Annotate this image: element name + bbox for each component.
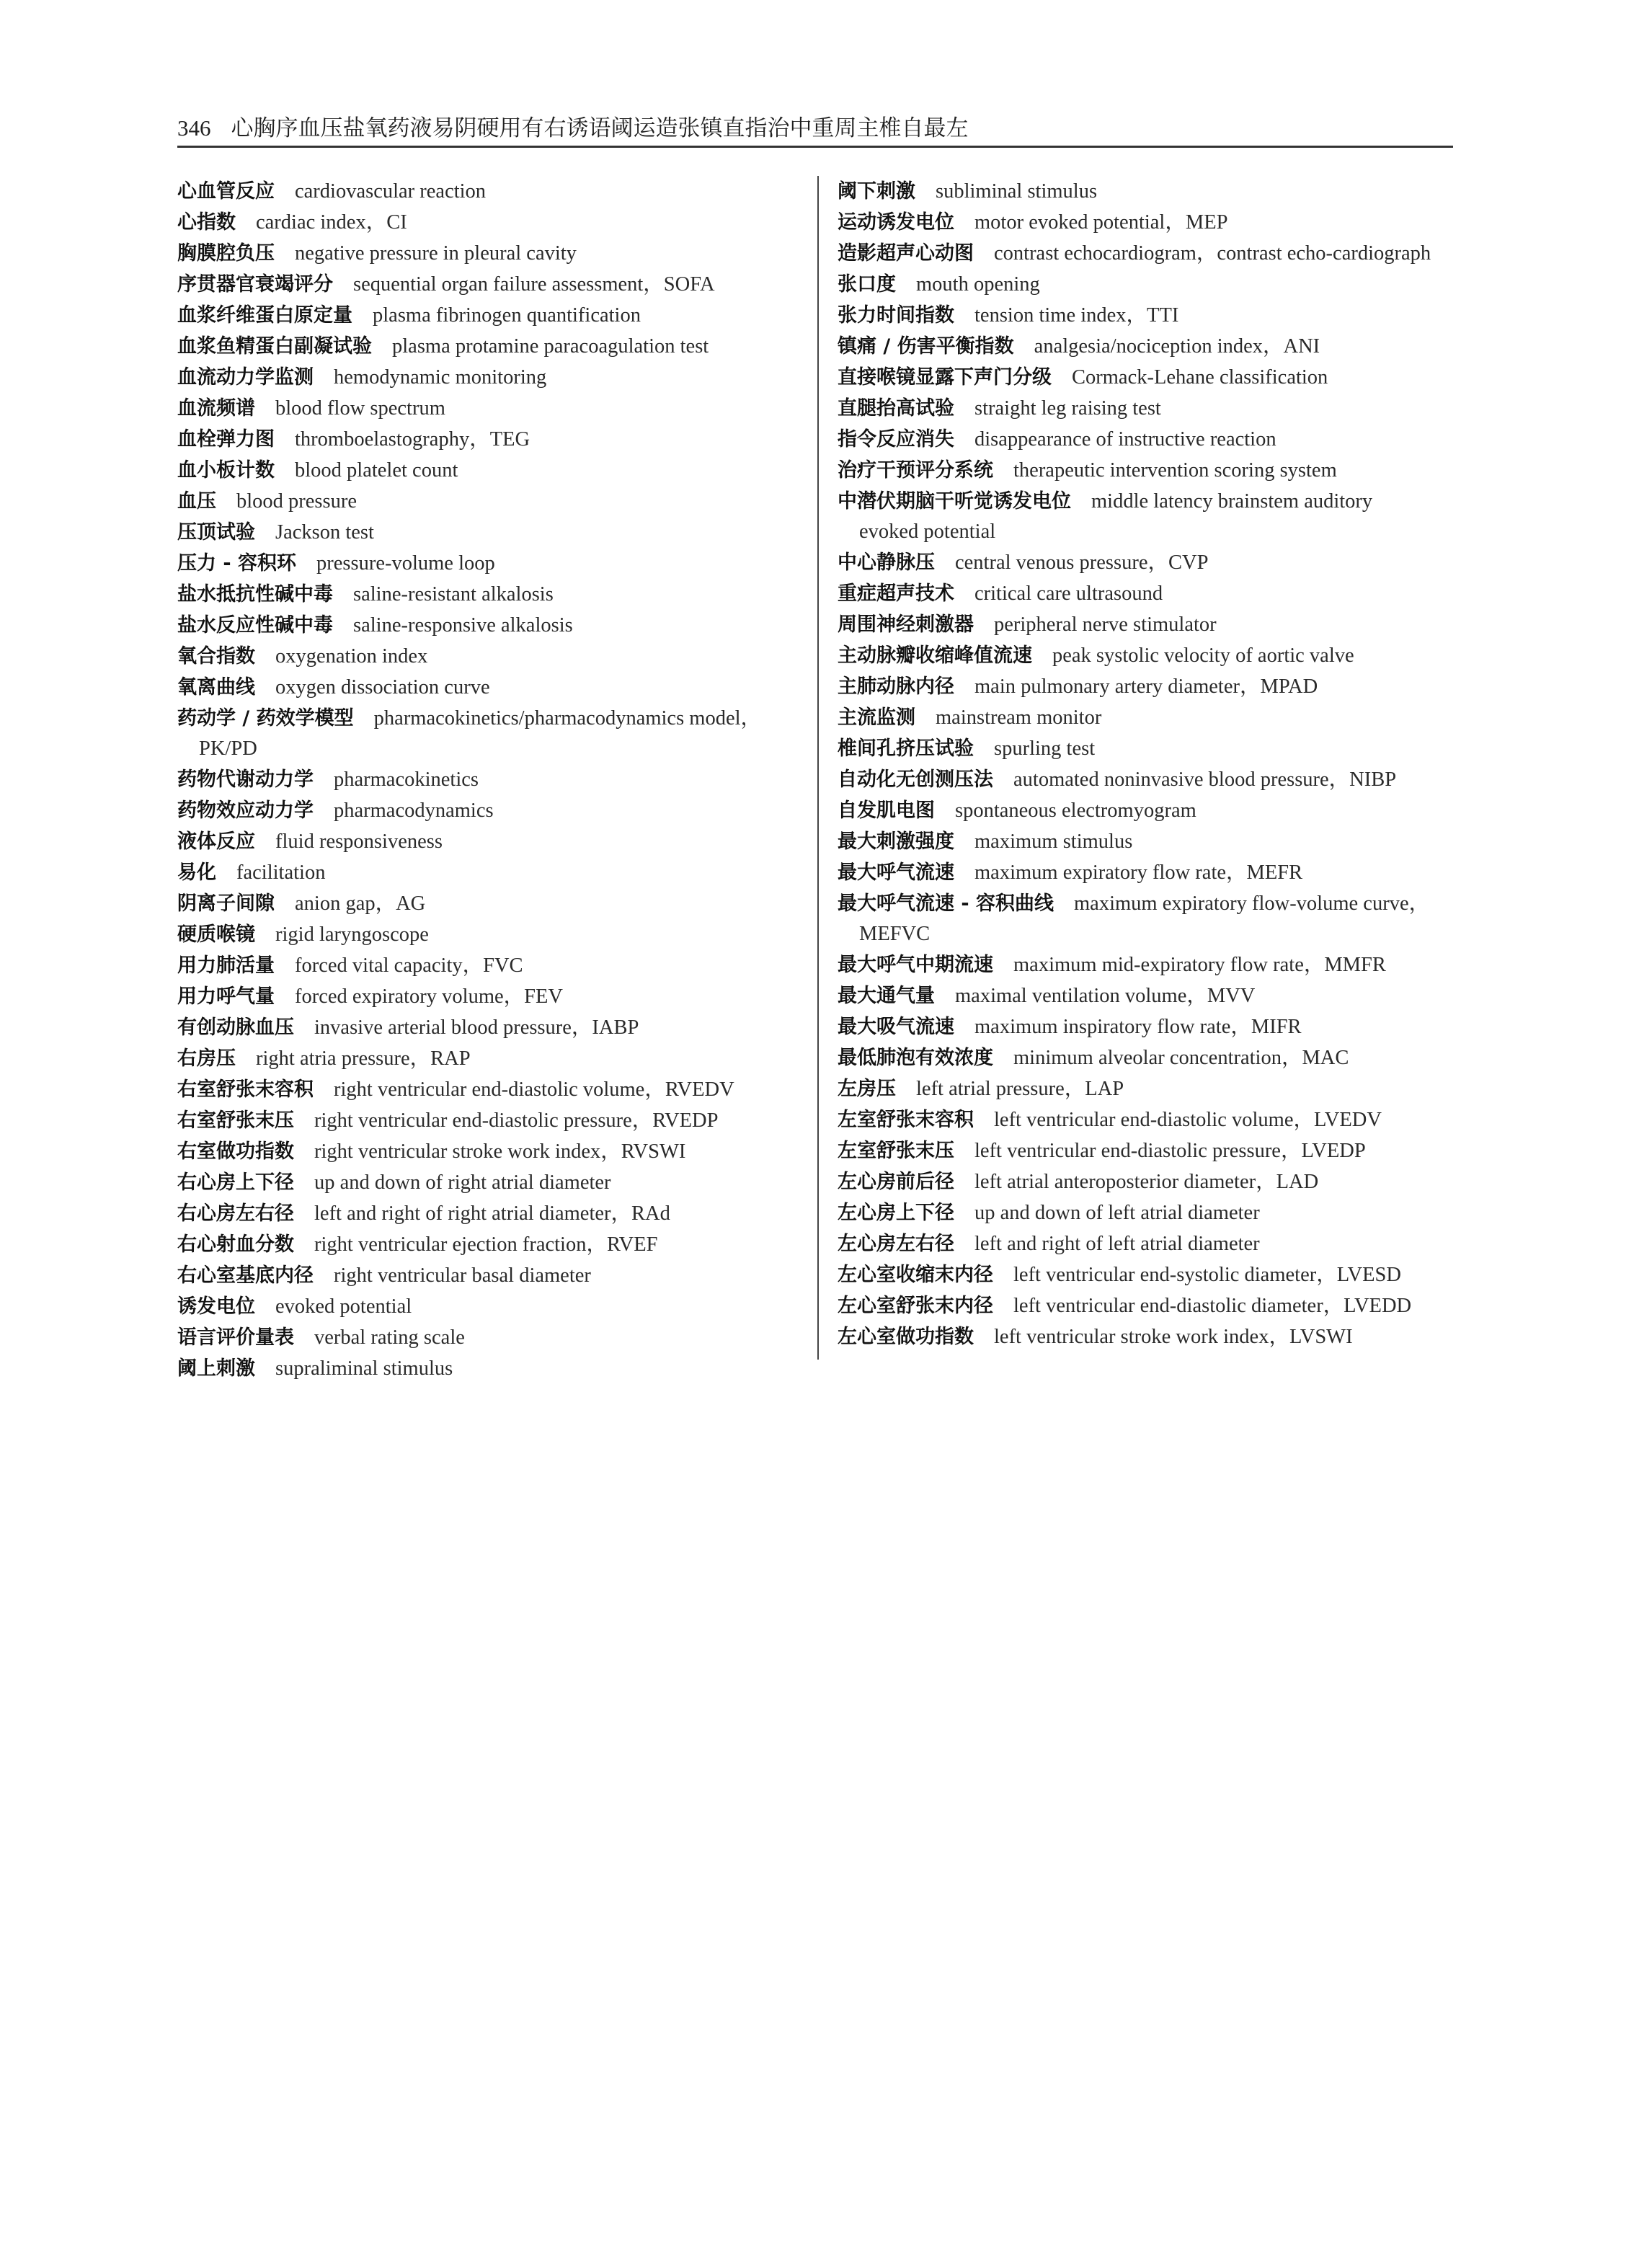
term-english: minimum alveolar concentration，MAC <box>1013 1047 1349 1069</box>
term-chinese: 氧离曲线 <box>177 676 255 699</box>
term-chinese: 右心房上下径 <box>177 1171 294 1194</box>
term-chinese: 最大呼气中期流速 <box>838 954 993 976</box>
term-english: pharmacokinetics/pharmacodynamics model， <box>373 707 762 730</box>
glossary-entry <box>177 764 812 795</box>
term-chinese: 血流频谱 <box>177 397 255 420</box>
term-chinese: 左室舒张末容积 <box>838 1109 974 1131</box>
glossary-entry <box>838 702 1455 733</box>
glossary-entry <box>838 795 1455 826</box>
glossary-entry <box>838 300 1455 331</box>
term-english: up and down of left atrial diameter <box>974 1202 1260 1224</box>
term-english: left ventricular end-diastolic volume，LVEDV <box>994 1109 1382 1131</box>
term-english: fluid responsiveness <box>275 830 443 853</box>
term-chinese: 右心室基底内径 <box>177 1264 314 1287</box>
term-chinese: 椎间孔挤压试验 <box>838 737 974 760</box>
term-english: saline-resistant alkalosis <box>353 583 554 606</box>
term-chinese: 胸膜腔负压 <box>177 242 275 265</box>
glossary-entry <box>177 641 812 672</box>
term-chinese: 血栓弹力图 <box>177 428 275 451</box>
glossary-entry <box>838 1011 1455 1042</box>
term-english: left ventricular stroke work index，LVSWI <box>994 1326 1353 1348</box>
term-english: cardiac index，CI <box>256 211 407 234</box>
term-chinese: 最大呼气流速 - 容积曲线 <box>838 892 1054 915</box>
glossary-entry <box>177 1198 812 1229</box>
glossary-entry <box>177 919 812 950</box>
term-chinese: 周围神经刺激器 <box>838 613 974 636</box>
glossary-entry <box>838 207 1455 238</box>
glossary-entry <box>838 1042 1455 1073</box>
term-chinese: 药动学 / 药效学模型 <box>177 707 354 730</box>
term-english: anion gap，AG <box>295 892 426 915</box>
glossary-entry <box>838 671 1455 702</box>
term-chinese: 血小板计数 <box>177 459 275 482</box>
glossary-entry <box>177 548 812 579</box>
term-english: plasma protamine paracoagulation test <box>392 335 709 358</box>
glossary-entry <box>177 888 812 919</box>
glossary-entry <box>177 1043 812 1074</box>
glossary-entry <box>177 1105 812 1136</box>
term-chinese: 治疗干预评分系统 <box>838 459 993 482</box>
term-english: left and right of right atrial diameter，RAd <box>314 1202 670 1225</box>
term-english: right atria pressure，RAP <box>256 1047 471 1070</box>
term-english: cardiovascular reaction <box>295 180 487 203</box>
term-chinese: 心指数 <box>177 211 236 234</box>
glossary-entry <box>177 362 812 393</box>
glossary-entry <box>838 609 1455 640</box>
term-english: maximum mid-expiratory flow rate，MMFR <box>1013 954 1386 976</box>
glossary-entry <box>838 980 1455 1011</box>
term-chinese: 右心房左右径 <box>177 1202 294 1225</box>
glossary-entry <box>177 1012 812 1043</box>
term-english: automated noninvasive blood pressure，NIBP <box>1013 768 1397 791</box>
term-english: forced expiratory volume，FEV <box>295 985 563 1008</box>
term-english: evoked potential <box>275 1295 412 1318</box>
term-chinese: 最低肺泡有效浓度 <box>838 1047 993 1069</box>
glossary-entry <box>177 703 812 764</box>
term-english: forced vital capacity，FVC <box>295 954 523 977</box>
term-english: saline-responsive alkalosis <box>353 614 573 637</box>
term-english: central venous pressure，CVP <box>955 551 1209 574</box>
glossary-entry <box>177 981 812 1012</box>
term-english: mainstream monitor <box>936 706 1102 729</box>
term-chinese: 用力肺活量 <box>177 954 275 977</box>
term-english: hemodynamic monitoring <box>334 366 547 389</box>
glossary-entry <box>177 517 812 548</box>
term-english: tension time index，TTI <box>974 304 1179 327</box>
term-chinese: 自动化无创测压法 <box>838 768 993 791</box>
term-chinese: 右室做功指数 <box>177 1140 294 1163</box>
term-english: therapeutic intervention scoring system <box>1013 459 1337 482</box>
term-chinese: 运动诱发电位 <box>838 211 954 234</box>
glossary-entry <box>177 672 812 703</box>
term-chinese: 药物效应动力学 <box>177 799 314 822</box>
term-english: left atrial anteroposterior diameter，LAD <box>974 1171 1319 1193</box>
term-english: spontaneous electromyogram <box>955 799 1196 822</box>
term-english: Jackson test <box>275 521 374 544</box>
term-chinese: 张力时间指数 <box>838 304 954 327</box>
glossary-entry <box>177 207 812 238</box>
glossary-entry <box>177 424 812 455</box>
glossary-entry <box>177 1229 812 1260</box>
glossary-entry <box>838 455 1455 486</box>
term-english: thromboelastography，TEG <box>295 428 530 451</box>
running-header <box>177 110 1453 143</box>
term-english: critical care ultrasound <box>974 582 1163 605</box>
term-chinese: 左心室收缩末内径 <box>838 1264 993 1286</box>
term-english: pharmacokinetics <box>334 768 479 791</box>
term-chinese: 左心房上下径 <box>838 1202 954 1224</box>
glossary-entry <box>838 362 1455 393</box>
term-english: supraliminal stimulus <box>275 1357 453 1380</box>
term-english: maximum stimulus <box>974 830 1133 853</box>
glossary-entry <box>177 1074 812 1105</box>
term-chinese: 盐水抵抗性碱中毒 <box>177 583 333 606</box>
glossary-entry <box>838 1166 1455 1197</box>
term-english: disappearance of instructive reaction <box>974 428 1276 451</box>
term-english: peripheral nerve stimulator <box>994 613 1217 636</box>
term-chinese: 左心室舒张末内径 <box>838 1295 993 1317</box>
term-chinese: 右室舒张末容积 <box>177 1078 314 1101</box>
glossary-entry <box>177 393 812 424</box>
glossary-entry <box>838 578 1455 609</box>
term-english: blood flow spectrum <box>275 397 445 420</box>
glossary-entry <box>838 238 1455 269</box>
term-english: motor evoked potential，MEP <box>974 211 1228 234</box>
glossary-entry <box>838 547 1455 578</box>
term-chinese: 中潜伏期脑干听觉诱发电位 <box>838 490 1071 513</box>
glossary-entry <box>838 1197 1455 1228</box>
term-chinese: 阈下刺激 <box>838 180 915 203</box>
term-english: rigid laryngoscope <box>275 923 429 946</box>
term-english: oxygen dissociation curve <box>275 676 490 699</box>
term-english-continuation: MEFVC <box>859 923 931 945</box>
term-chinese: 血浆鱼精蛋白副凝试验 <box>177 335 372 358</box>
term-chinese: 主肺动脉内径 <box>838 675 954 698</box>
term-chinese: 血压 <box>177 490 216 513</box>
term-chinese: 易化 <box>177 861 216 884</box>
term-chinese: 张口度 <box>838 273 896 296</box>
glossary-entry <box>838 733 1455 764</box>
term-chinese: 最大刺激强度 <box>838 830 954 853</box>
glossary-entry <box>177 1167 812 1198</box>
term-english-continuation: PK/PD <box>199 737 257 760</box>
term-chinese: 阈上刺激 <box>177 1357 255 1380</box>
term-english: up and down of right atrial diameter <box>314 1171 611 1194</box>
term-chinese: 用力呼气量 <box>177 985 275 1008</box>
term-english: invasive arterial blood pressure，IABP <box>314 1016 639 1039</box>
glossary-entry <box>838 826 1455 857</box>
glossary-entry <box>838 888 1455 949</box>
term-chinese: 直腿抬高试验 <box>838 397 954 420</box>
term-english: main pulmonary artery diameter，MPAD <box>974 675 1318 698</box>
glossary-entry <box>177 238 812 269</box>
glossary-entry <box>177 1136 812 1167</box>
term-chinese: 左心房左右径 <box>838 1233 954 1255</box>
glossary-entry <box>838 393 1455 424</box>
term-english-continuation: evoked potential <box>859 520 996 543</box>
glossary-entry <box>838 1135 1455 1166</box>
glossary-entry <box>177 579 812 610</box>
term-chinese: 最大呼气流速 <box>838 861 954 884</box>
term-chinese: 压顶试验 <box>177 521 255 544</box>
term-english: analgesia/nociception index，ANI <box>1034 335 1320 358</box>
term-chinese: 镇痛 / 伤害平衡指数 <box>838 335 1014 358</box>
glossary-entry <box>177 857 812 888</box>
term-chinese: 液体反应 <box>177 830 255 853</box>
term-english: oxygenation index <box>275 645 428 668</box>
glossary-column-right <box>838 176 1455 1352</box>
term-chinese: 最大通气量 <box>838 985 935 1007</box>
term-chinese: 药物代谢动力学 <box>177 768 314 791</box>
term-chinese: 序贯器官衰竭评分 <box>177 273 333 296</box>
glossary-entry <box>838 764 1455 795</box>
term-english: verbal rating scale <box>314 1326 465 1349</box>
glossary-entry <box>177 455 812 486</box>
glossary-entry <box>838 949 1455 980</box>
term-chinese: 左心室做功指数 <box>838 1326 974 1348</box>
term-english: sequential organ failure assessment，SOFA <box>353 273 715 296</box>
glossary-entry <box>838 331 1455 362</box>
term-chinese: 盐水反应性碱中毒 <box>177 614 333 637</box>
term-chinese: 压力 - 容积环 <box>177 552 297 575</box>
term-chinese: 自发肌电图 <box>838 799 935 822</box>
term-english: right ventricular end-diastolic volume，RVEDV <box>334 1078 734 1101</box>
term-english: left ventricular end-systolic diameter，LVESD <box>1013 1264 1401 1286</box>
glossary-entry <box>177 486 812 517</box>
glossary-entry <box>177 331 812 362</box>
glossary-entry <box>838 486 1455 547</box>
glossary-column-left <box>177 176 812 1384</box>
glossary-entry <box>838 857 1455 888</box>
glossary-entry <box>177 795 812 826</box>
column-divider <box>817 176 819 1360</box>
term-chinese: 最大吸气流速 <box>838 1016 954 1038</box>
term-chinese: 血流动力学监测 <box>177 366 314 389</box>
glossary-entry <box>838 640 1455 671</box>
term-english: right ventricular stroke work index，RVSWI <box>314 1140 686 1163</box>
term-english: maximal ventilation volume，MVV <box>955 985 1256 1007</box>
term-english: maximum inspiratory flow rate，MIFR <box>974 1016 1302 1038</box>
term-english: blood platelet count <box>295 459 458 482</box>
term-english: right ventricular ejection fraction，RVEF <box>314 1233 658 1256</box>
term-english: subliminal stimulus <box>936 180 1098 203</box>
glossary-entry <box>838 176 1455 207</box>
term-english: straight leg raising test <box>974 397 1161 420</box>
term-english: peak systolic velocity of aortic valve <box>1052 644 1354 667</box>
term-english: right ventricular end-diastolic pressure，RVEDP <box>314 1109 719 1132</box>
term-chinese: 造影超声心动图 <box>838 242 974 265</box>
glossary-entry <box>838 1290 1455 1321</box>
term-english: negative pressure in pleural cavity <box>295 242 577 265</box>
term-chinese: 重症超声技术 <box>838 582 954 605</box>
term-english: left and right of left atrial diameter <box>974 1233 1260 1255</box>
term-chinese: 直接喉镜显露下声门分级 <box>838 366 1052 389</box>
term-chinese: 硬质喉镜 <box>177 923 255 946</box>
term-chinese: 指令反应消失 <box>838 428 954 451</box>
term-english: left ventricular end-diastolic pressure，LVEDP <box>974 1140 1366 1162</box>
glossary-entry <box>838 269 1455 300</box>
term-chinese: 左房压 <box>838 1078 896 1100</box>
glossary-entry <box>177 950 812 981</box>
header-rule <box>177 146 1453 148</box>
page-number: 346 <box>177 115 211 141</box>
term-english: left ventricular end-diastolic diameter，LVEDD <box>1013 1295 1412 1317</box>
term-chinese: 左心房前后径 <box>838 1171 954 1193</box>
term-chinese: 有创动脉血压 <box>177 1016 294 1039</box>
term-chinese: 阴离子间隙 <box>177 892 275 915</box>
glossary-entry <box>177 1353 812 1384</box>
glossary-entry <box>177 1291 812 1322</box>
term-chinese: 主动脉瓣收缩峰值流速 <box>838 644 1032 667</box>
term-english: maximum expiratory flow rate，MEFR <box>974 861 1303 884</box>
term-english: blood pressure <box>236 490 358 513</box>
glossary-entry <box>838 1073 1455 1104</box>
term-chinese: 氧合指数 <box>177 645 255 668</box>
term-english: right ventricular basal diameter <box>334 1264 591 1287</box>
glossary-entry <box>838 1228 1455 1259</box>
term-english: facilitation <box>236 861 326 884</box>
term-english: plasma fibrinogen quantification <box>373 304 641 327</box>
glossary-entry <box>838 1104 1455 1135</box>
glossary-entry <box>838 1321 1455 1352</box>
term-chinese: 中心静脉压 <box>838 551 935 574</box>
term-chinese: 血浆纤维蛋白原定量 <box>177 304 352 327</box>
term-english: pressure-volume loop <box>316 552 495 575</box>
glossary-entry <box>177 176 812 207</box>
term-chinese: 右心射血分数 <box>177 1233 294 1256</box>
term-english: pharmacodynamics <box>334 799 494 822</box>
term-chinese: 主流监测 <box>838 706 915 729</box>
term-english: contrast echocardiogram，contrast echo-cardiograph <box>994 242 1431 265</box>
term-chinese: 语言评价量表 <box>177 1326 294 1349</box>
term-chinese: 诱发电位 <box>177 1295 255 1318</box>
term-chinese: 右房压 <box>177 1047 236 1070</box>
glossary-entry <box>177 826 812 857</box>
running-title: 心胸序血压盐氧药液易阴硬用有右诱语阈运造张镇直指治中重周主椎自最左 <box>231 115 969 141</box>
glossary-entry <box>177 1322 812 1353</box>
term-chinese: 心血管反应 <box>177 180 275 203</box>
term-english: spurling test <box>994 737 1096 760</box>
glossary-entry <box>177 610 812 641</box>
glossary-entry <box>177 1260 812 1291</box>
term-english: maximum expiratory flow-volume curve， <box>1074 892 1430 915</box>
term-english: middle latency brainstem auditory <box>1091 490 1373 513</box>
term-chinese: 左室舒张末压 <box>838 1140 954 1162</box>
term-chinese: 右室舒张末压 <box>177 1109 294 1132</box>
term-english: Cormack-Lehane classification <box>1072 366 1328 389</box>
term-english: mouth opening <box>916 273 1040 296</box>
glossary-entry <box>177 269 812 300</box>
term-english: left atrial pressure，LAP <box>916 1078 1124 1100</box>
glossary-entry <box>838 424 1455 455</box>
glossary-entry <box>838 1259 1455 1290</box>
glossary-entry <box>177 300 812 331</box>
